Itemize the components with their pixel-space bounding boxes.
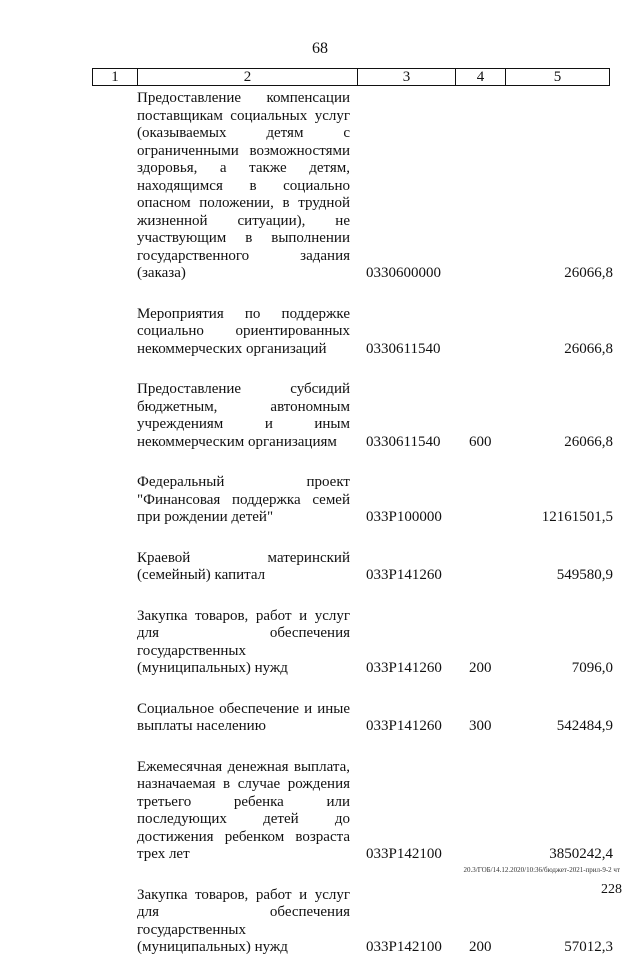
row-expense-type: 200: [469, 939, 492, 955]
row-amount: 3850242,4: [549, 846, 613, 862]
column-header-3: 3: [358, 69, 456, 85]
table-row: [0, 759, 640, 864]
column-header-4: 4: [456, 69, 506, 85]
row-amount: 12161501,5: [541, 509, 613, 525]
table-row: [0, 306, 640, 359]
row-name: Ежемесячная денежная выплата, назначаемая в случае рождения третьего ребенка или последующих детей до достижения ребенком возраста трех лет: [137, 758, 350, 862]
table-row: [0, 90, 640, 283]
row-name: Мероприятия по поддержке социально ориентированных некоммерческих организаций: [137, 305, 350, 357]
row-code: 033P142100: [366, 846, 442, 862]
row-amount: 26066,8: [564, 433, 613, 450]
row-code: 033P142100: [366, 939, 442, 955]
row-amount: 7096,0: [571, 660, 613, 676]
row-amount: 549580,9: [556, 567, 613, 583]
row-code: 033P141260: [366, 660, 442, 676]
row-code: 0330600000: [366, 265, 441, 281]
page-number: 68: [312, 40, 328, 57]
row-amount: 26066,8: [564, 340, 613, 357]
row-amount: 542484,9: [556, 718, 613, 734]
row-name: Социальное обеспечение и иные выплаты населению: [137, 700, 350, 734]
footer-file-note: 20.3/ГОБ/14.12.2020/10:36/бюджет-2021-прил-9-2 чт: [463, 866, 620, 874]
row-name: Предоставление субсидий бюджетным, автономным учреждениям и иным некоммерческим организациям: [137, 381, 350, 450]
table-row: [0, 608, 640, 678]
row-name: Краевой материнский (семейный) капитал: [137, 549, 350, 583]
column-header-2: 2: [138, 69, 358, 85]
footer-page-number: 228: [601, 882, 622, 897]
row-code: 033P100000: [366, 509, 442, 525]
row-code: 0330611540: [366, 340, 441, 357]
table-row: [0, 381, 640, 451]
row-amount: 57012,3: [564, 939, 613, 955]
column-header-1: 1: [93, 69, 138, 85]
row-expense-type: 600: [469, 433, 492, 450]
row-amount: 26066,8: [564, 265, 613, 281]
table-row: [0, 887, 640, 957]
row-name: Предоставление компенсации поставщикам социальных услуг (оказываемых детям с ограниченными возможностями здоровья, а также детям, находящимся в социально опасном положении, в трудной жизненной ситуации), не участвующим в выполнении государственного задания (заказа): [137, 90, 350, 281]
row-name: Закупка товаров, работ и услуг для обеспечения государственных (муниципальных) нужд: [137, 886, 350, 955]
row-code: 033P141260: [366, 718, 442, 734]
table-row: [0, 474, 640, 527]
row-name: Закупка товаров, работ и услуг для обеспечения государственных (муниципальных) нужд: [137, 607, 350, 676]
row-expense-type: 300: [469, 718, 492, 734]
column-header-5: 5: [553, 69, 562, 85]
row-code: 033P141260: [366, 567, 442, 583]
table-row: [0, 550, 640, 585]
table-row: [0, 701, 640, 736]
row-name: Федеральный проект "Финансовая поддержка семей при рождении детей": [137, 474, 350, 525]
column-header-row: [92, 68, 610, 86]
row-code: 0330611540: [366, 433, 441, 450]
budget-rows: [0, 90, 640, 980]
row-expense-type: 200: [469, 660, 492, 676]
